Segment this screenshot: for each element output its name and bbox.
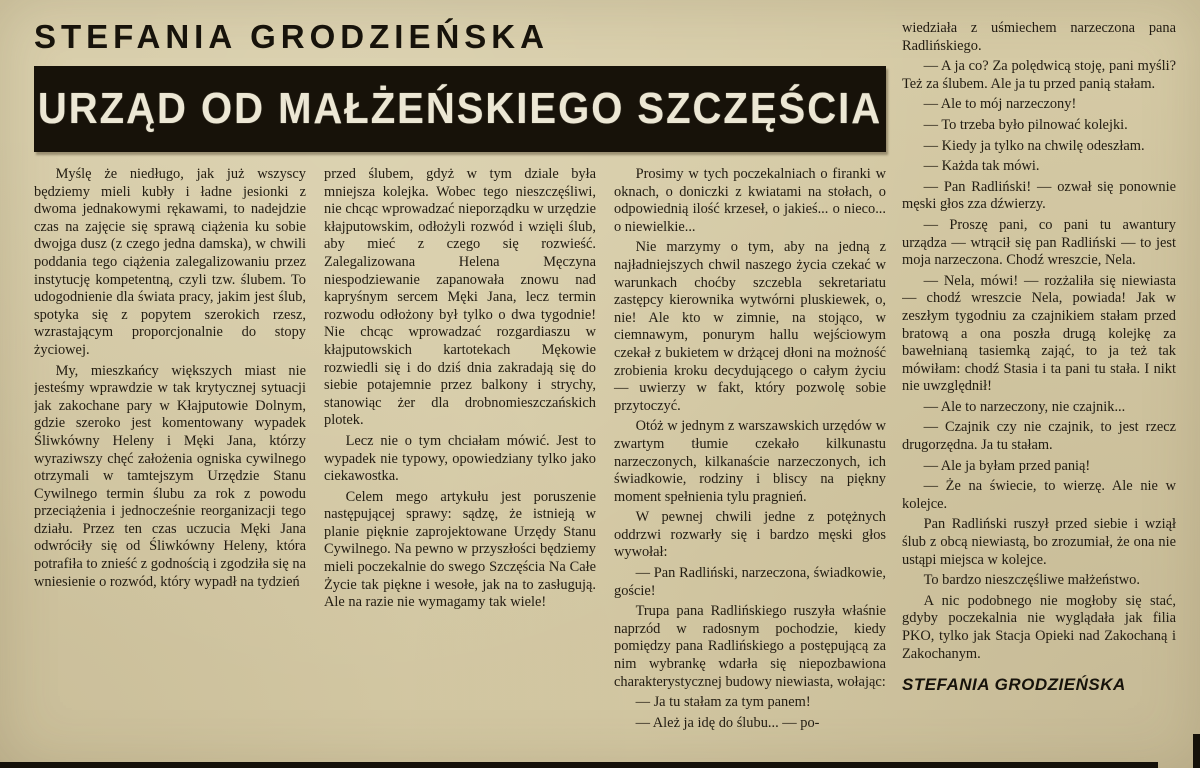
article-title: URZĄD OD MAŁŻEŃSKIEGO SZCZĘŚCIA: [37, 84, 883, 133]
article-paragraph: Pan Radliński ruszył przed siebie i wziął ślub z obcą niewiastą, bo zrozumiał, że ona nie ustąpi miejsca w kolejce.: [902, 516, 1176, 568]
article-paragraph: Celem mego artykułu jest poruszenie następującej sprawy: sądzę, że istnieją w planie pięknie zaprojektowane Urzędy Stanu Cywilnego. Na pewno w przyszłości będziemy mieli poczekalnie do swego Szczęścia Na Całe Życie tak piękne i wesołe, jak na to zasługują. Ale na razie nie wymagamy tak wiele!: [324, 488, 596, 611]
article-paragraph: — Ale to mój narzeczony!: [923, 96, 1077, 113]
article-paragraph: My, mieszkańcy większych miast nie jesteśmy wprawdzie w tak krytycznej sytuacji jak zakochane pary w Kłajputowie Dolnym, gdzie szeroko jest komentowany wypadek Śliwkówny Heleny i Męki Jana, którzy wyraziwszy chęć założenia ogniska cywilnego otrzymali w tamtejszym Urzędzie Stanu Cywilnego termin ślubu za rok z powodu przeciążenia i jednocześnie reorganizacji tego działu. Przez ten czas uczucia Męki Jana odwróciły się od Śliwkówny Heleny, która potrafiła to znieść z godnością i zgodziła się na wniesienie o rozwód, który wypadł na tydzień: [34, 362, 306, 590]
bottom-rule: [0, 762, 1158, 768]
article-paragraph: — Pan Radliński, narzeczona, świadkowie, goście!: [614, 565, 886, 599]
article-paragraph: — To trzeba było pilnować kolejki.: [923, 116, 1128, 133]
article-paragraph: To bardzo nieszczęśliwe małżeństwo.: [923, 572, 1140, 589]
title-banner: [34, 66, 886, 152]
article-layout: [34, 14, 1176, 751]
article-paragraph: A nic podobnego nie mogłoby się stać, gdyby poczekalnia nie wyglądała jak filia PKO, tylko jak Stacja Opieki nad Zakochaną i Zakochanym.: [902, 592, 1176, 662]
author-signature: STEFANIA GRODZIEŃSKA: [902, 675, 1126, 695]
text-column-3: [614, 166, 886, 751]
article-paragraph: — Ale to narzeczony, nie czajnik...: [923, 398, 1126, 415]
article-paragraph: — Czajnik czy nie czajnik, to jest rzecz drugorzędna. Ja tu stałam.: [902, 419, 1176, 454]
article-paragraph: Otóż w jednym z warszawskich urzędów w zwartym tłumie czekało kilkunastu narzeczonych, kilkanaście narzeczonych, ich świadkowie, rodziny i bliscy na piękny moment spełnienia tylu pragnień.: [614, 418, 886, 505]
article-paragraph: wiedziała z uśmiechem narzeczona pana Radlińskiego.: [902, 20, 1176, 54]
article-paragraph: — Ja tu stałam za tym panem!: [635, 694, 811, 711]
article-paragraph: przed ślubem, gdyż w tym dziale była mniejsza kolejka. Wobec tego nieszczęśliwi, nie chcąc wprowadzać nieporządku w urzędzie kłajputowskim, odłożyli rozwód i wzięli ślub, aby mieć z czego się rozwieść. Zalegalizowana Helena Męczyna niespodziewanie zapanowała znowu nad kapryśnym sercem Męki Jana, lecz termin rozwodu odłożony był tylko o dwa tygodnie! Nie chcąc wprowadzać rozgardiaszu w kłajputowskich kartotekach Mękowie rozwiedli się i do dziś dnia zakradają się do siebie potajemnie przez balkony i strychy, stanowiąc żer dla drobnomieszczańskich plotek.: [324, 166, 596, 429]
article-paragraph: Trupa pana Radlińskiego ruszyła właśnie naprzód w radosnym pochodzie, kiedy pomiędzy pana Radlińskiego a postępującą za nim wybrankę wdarła się niepozbawiona charakterystycznej budowy niewiasta, wołając:: [614, 603, 886, 690]
left-section: [34, 14, 886, 751]
article-paragraph: — Że na świecie, to wierzę. Ale nie w kolejce.: [902, 478, 1176, 512]
article-paragraph: — Kiedy ja tylko na chwilę odeszłam.: [923, 137, 1145, 154]
article-paragraph: Nie marzymy o tym, aby na jedną z najładniejszych chwil naszego życia czekać w warunkach choćby szczebla sekretariatu zastępcy kierownika wytwórni pluskiewek, o, nie! Ale kto w zimnie, na stojąco, w ciemnawym, ponurym hallu wejściowym czekał z bukietem w drżącej dłoni na możność zrobienia kroku decydującego o całym życiu — uwierzy w fakt, który pozwolę sobie przytoczyć.: [614, 239, 886, 414]
right-edge-mark: [1193, 734, 1200, 768]
article-paragraph: — Proszę pani, co pani tu awantury urządza — wtrącił się pan Radliński — to jest moja narzeczona. Chodź wreszcie, Nela.: [902, 216, 1176, 269]
article-paragraph: — A ja co? Za polędwicą stoję, pani myśli? Też za ślubem. Ale ja tu przed panią stałam.: [902, 58, 1176, 92]
text-column-4: [902, 20, 1176, 663]
article-paragraph: — Pan Radliński! — ozwał się ponownie męski głos zza dźwierzy.: [902, 178, 1176, 213]
article-paragraph: — Każda tak mówi.: [923, 158, 1040, 175]
article-paragraph: W pewnej chwili jedne z potężnych oddrzwi rozwarły się i bardzo męski głos wywołał:: [614, 509, 886, 561]
text-column-1: [34, 166, 306, 751]
article-paragraph: — Ależ ja idę do ślubu... — po-: [635, 714, 820, 731]
text-column-2: [324, 166, 596, 751]
article-paragraph: Prosimy w tych poczekalniach o firanki w oknach, o doniczki z kwiatami na stołach, o odpowiednią ilość krzeseł, o jakieś... o nieco... o niewielkie...: [614, 166, 886, 235]
author-header: STEFANIA GRODZIEŃSKA: [34, 18, 549, 55]
article-paragraph: — Nela, mówi! — rozżaliła się niewiasta — chodź wreszcie Nela, powiada! Jak w zeszłym tygodniu za czajnikiem stałam przed bratową a ona poszła drugą kolejkę za bawełnianą tasiemką zająć, to ja też tak mówiłam: chodź Stasia i ta pani tu stała. I nikt nie uwzględnił!: [902, 272, 1176, 395]
article-paragraph: Myślę że niedługo, jak już wszyscy będziemy mieli kubły i ładne jesionki z dwoma jednakowymi rękawami, to nadejdzie czas na zajęcie się sprawą ciążenia ku sobie dwojga dusz (z czego jedna damska), w chwili poddania tego ciążenia zalegalizowaniu przez instytucję kompetentną, czyli tzw. ślubem. To udogodnienie dla świata pracy, jakim jest ślub, spotyka się z popytem szerokich rzesz, wzrastającym proporcjonalnie do stopy życiowej.: [34, 166, 306, 358]
article-paragraph: Lecz nie o tym chciałam mówić. Jest to wypadek nie typowy, opowiedziany tylko jako ciekawostka.: [324, 432, 596, 485]
right-section: [902, 14, 1176, 751]
article-paragraph: — Ale ja byłam przed panią!: [923, 457, 1091, 474]
text-columns: [34, 166, 886, 751]
